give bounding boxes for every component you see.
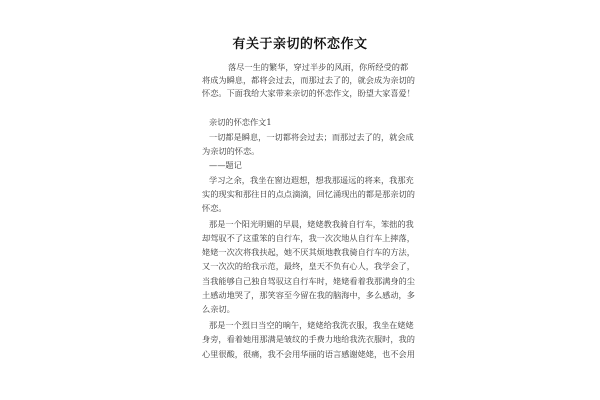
epigraph: ——题记 xyxy=(209,160,242,170)
text-line: 么亲切。 xyxy=(202,304,235,314)
text-line: 一切都是瞬息，一切都将会过去；而那过去了的，就会成 xyxy=(209,132,414,142)
text-line: 学习之余，我坐在窗边遐想，想我那遥远的将来，我那充 xyxy=(209,175,414,185)
text-line: 却驾驭不了这重笨的自行车，我一次次地从自行车上摔落， xyxy=(202,233,415,243)
page-title: 有关于亲切的怀恋作文 xyxy=(232,37,368,52)
text-line: 又一次次的给我示范，最终，皇天不负有心人，我学会了， xyxy=(202,261,415,271)
text-line: 那是一个烈日当空的晌午，姥姥给我洗衣服，我坐在姥姥 xyxy=(209,320,414,330)
text-line: 土感动地哭了，那笑容至今留在我的脑海中，多么感动，多 xyxy=(202,290,415,300)
text-line: 姥姥一次次将我扶起，她不厌其烦地教我骑自行车的方法， xyxy=(202,247,415,257)
text-line: 落尽一生的繁华，穿过半步的风雨，你所经受的都 xyxy=(228,62,409,72)
section-heading: 亲切的怀恋作文1 xyxy=(209,117,272,127)
text-line: 心里很酸，很痛，我不会用华丽的语言感谢姥姥，也不会用 xyxy=(202,349,415,359)
text-line: 身旁，看着她用那满是皱纹的手费力地给我洗衣服时，我的 xyxy=(202,334,415,344)
text-line: 当我能够自己独自驾驭这自行车时，姥姥看着我那满身的尘 xyxy=(202,276,415,286)
text-line: 为亲切的怀恋。 xyxy=(202,146,260,156)
text-line: 怀恋。下面我给大家带来亲切的怀恋作文，盼望大家喜爱！ xyxy=(202,88,415,98)
text-line: 怀恋。 xyxy=(202,203,227,213)
text-line: 将成为瞬息，都将会过去，而那过去了的，就会成为亲切的 xyxy=(202,75,415,85)
text-line: 那是一个阳光明媚的早晨，姥姥教我骑自行车，笨拙的我 xyxy=(209,219,414,229)
text-line: 实的现实和那往日的点点滴滴，回忆涌现出的都是那亲切的 xyxy=(202,189,415,199)
